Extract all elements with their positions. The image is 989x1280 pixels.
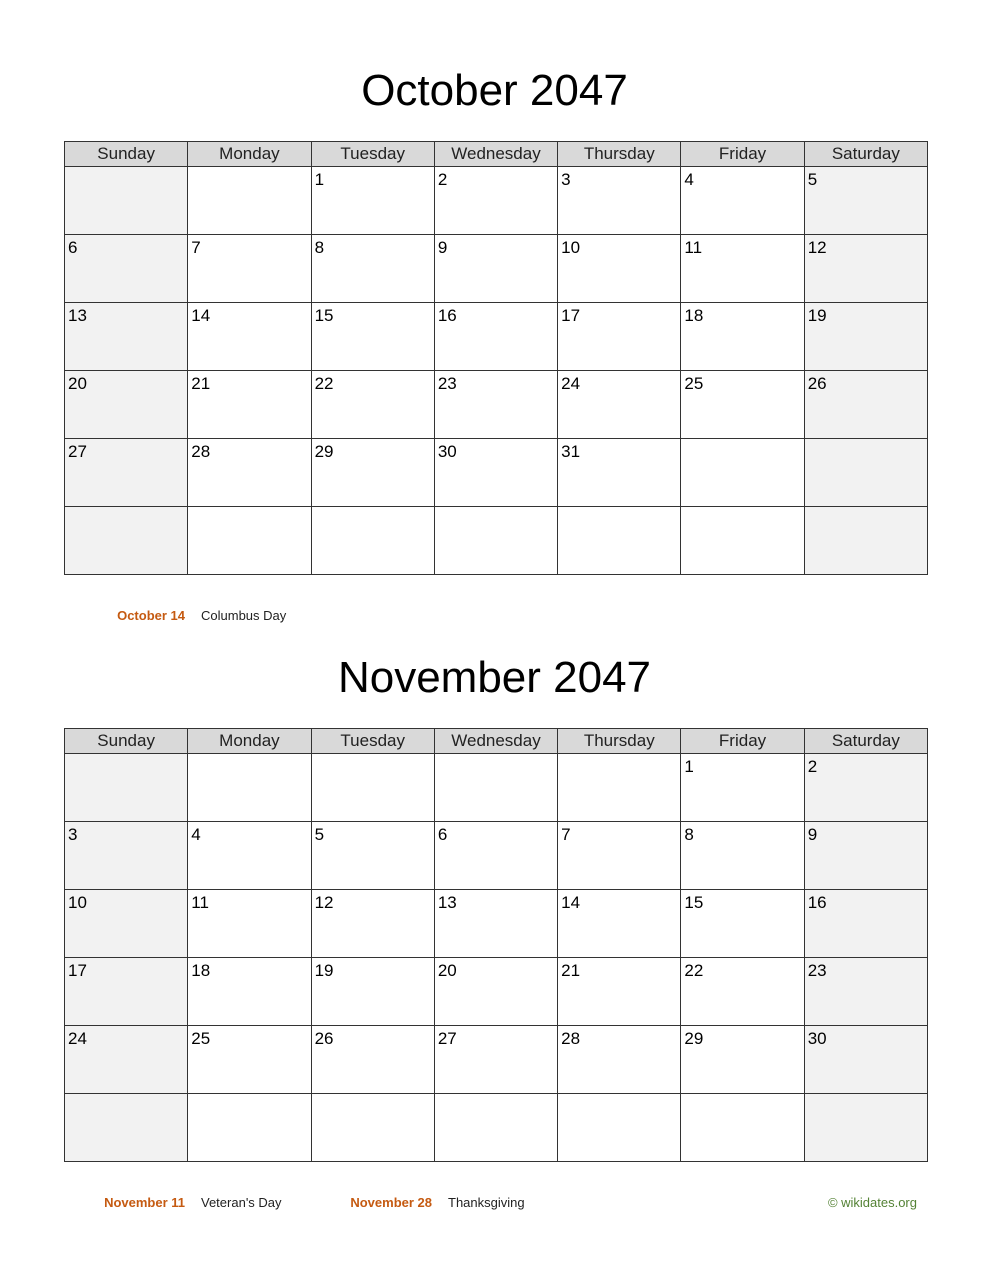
day-cell: 16	[434, 303, 557, 371]
weekday-header: Wednesday	[434, 729, 557, 754]
holiday-name: Veteran's Day	[201, 1195, 282, 1210]
day-cell	[804, 507, 927, 575]
day-cell: 10	[558, 235, 681, 303]
day-cell: 24	[65, 1026, 188, 1094]
weekday-header: Thursday	[558, 142, 681, 167]
day-cell	[65, 507, 188, 575]
day-cell	[558, 1094, 681, 1162]
week-row	[65, 754, 928, 822]
weekday-header: Tuesday	[311, 729, 434, 754]
day-cell: 28	[188, 439, 311, 507]
day-cell: 13	[65, 303, 188, 371]
week-row	[65, 303, 928, 371]
month-title: November 2047	[337, 653, 652, 702]
day-cell: 5	[804, 167, 927, 235]
day-cell: 15	[311, 303, 434, 371]
week-row	[65, 1094, 928, 1162]
day-cell: 17	[65, 958, 188, 1026]
day-cell: 4	[681, 167, 804, 235]
day-cell: 4	[188, 822, 311, 890]
day-cell: 15	[681, 890, 804, 958]
week-row	[65, 822, 928, 890]
day-cell	[434, 754, 557, 822]
day-cell: 10	[65, 890, 188, 958]
weekday-header-row	[65, 142, 928, 167]
week-row	[65, 958, 928, 1026]
day-cell: 11	[681, 235, 804, 303]
day-cell	[311, 1094, 434, 1162]
weekday-header: Sunday	[65, 142, 188, 167]
day-cell	[681, 1094, 804, 1162]
day-cell	[434, 507, 557, 575]
week-row	[65, 235, 928, 303]
day-cell	[558, 507, 681, 575]
day-cell	[65, 167, 188, 235]
day-cell: 21	[188, 371, 311, 439]
day-cell: 5	[311, 822, 434, 890]
day-cell: 20	[434, 958, 557, 1026]
day-cell: 29	[311, 439, 434, 507]
day-cell: 30	[804, 1026, 927, 1094]
day-cell: 27	[65, 439, 188, 507]
day-cell	[804, 1094, 927, 1162]
weekday-header: Friday	[681, 729, 804, 754]
day-cell	[188, 1094, 311, 1162]
day-cell: 1	[681, 754, 804, 822]
day-cell: 7	[188, 235, 311, 303]
day-cell: 26	[311, 1026, 434, 1094]
day-cell	[681, 439, 804, 507]
day-cell: 3	[558, 167, 681, 235]
day-cell: 7	[558, 822, 681, 890]
day-cell: 20	[65, 371, 188, 439]
day-cell: 31	[558, 439, 681, 507]
weekday-header: Thursday	[558, 729, 681, 754]
holiday-date: October 14	[117, 608, 185, 623]
day-cell: 24	[558, 371, 681, 439]
day-cell: 16	[804, 890, 927, 958]
week-row	[65, 167, 928, 235]
day-cell: 13	[434, 890, 557, 958]
week-row	[65, 439, 928, 507]
week-row	[65, 1026, 928, 1094]
calendar-grid	[64, 728, 928, 1162]
holiday-name: Columbus Day	[201, 608, 287, 623]
day-cell: 28	[558, 1026, 681, 1094]
day-cell	[188, 754, 311, 822]
day-cell	[65, 754, 188, 822]
day-cell: 1	[311, 167, 434, 235]
day-cell: 23	[434, 371, 557, 439]
week-row	[65, 890, 928, 958]
week-row	[65, 371, 928, 439]
day-cell	[311, 754, 434, 822]
weekday-header: Tuesday	[311, 142, 434, 167]
day-cell: 22	[311, 371, 434, 439]
day-cell: 25	[681, 371, 804, 439]
holiday-entry	[101, 1195, 282, 1210]
day-cell	[434, 1094, 557, 1162]
day-cell: 30	[434, 439, 557, 507]
day-cell: 18	[681, 303, 804, 371]
credit-link[interactable]: © wikidates.org	[827, 1195, 917, 1210]
day-cell: 8	[681, 822, 804, 890]
weekday-header-row	[65, 729, 928, 754]
calendar-grid	[64, 141, 928, 575]
weekday-header: Monday	[188, 729, 311, 754]
day-cell: 11	[188, 890, 311, 958]
day-cell: 29	[681, 1026, 804, 1094]
weekday-header: Saturday	[804, 142, 927, 167]
holiday-entry	[101, 608, 286, 623]
day-cell: 9	[434, 235, 557, 303]
day-cell: 22	[681, 958, 804, 1026]
day-cell: 6	[65, 235, 188, 303]
day-cell	[681, 507, 804, 575]
day-cell	[65, 1094, 188, 1162]
day-cell: 19	[311, 958, 434, 1026]
day-cell: 19	[804, 303, 927, 371]
holiday-date: November 11	[104, 1195, 185, 1210]
day-cell: 6	[434, 822, 557, 890]
day-cell: 14	[558, 890, 681, 958]
day-cell	[558, 754, 681, 822]
day-cell: 2	[804, 754, 927, 822]
day-cell	[188, 507, 311, 575]
holiday-entry	[348, 1195, 525, 1210]
weekday-header: Monday	[188, 142, 311, 167]
day-cell: 17	[558, 303, 681, 371]
weekday-header: Wednesday	[434, 142, 557, 167]
day-cell: 25	[188, 1026, 311, 1094]
day-cell: 2	[434, 167, 557, 235]
day-cell: 26	[804, 371, 927, 439]
day-cell: 18	[188, 958, 311, 1026]
day-cell: 9	[804, 822, 927, 890]
holiday-name: Thanksgiving	[448, 1195, 525, 1210]
day-cell: 23	[804, 958, 927, 1026]
weekday-header: Sunday	[65, 729, 188, 754]
holiday-list	[0, 608, 989, 628]
day-cell: 27	[434, 1026, 557, 1094]
day-cell: 21	[558, 958, 681, 1026]
week-row	[65, 507, 928, 575]
day-cell	[188, 167, 311, 235]
day-cell: 12	[311, 890, 434, 958]
day-cell	[804, 439, 927, 507]
weekday-header: Friday	[681, 142, 804, 167]
day-cell: 14	[188, 303, 311, 371]
weekday-header: Saturday	[804, 729, 927, 754]
day-cell: 12	[804, 235, 927, 303]
holiday-date: November 28	[350, 1195, 432, 1210]
month-title: October 2047	[361, 66, 628, 115]
day-cell: 3	[65, 822, 188, 890]
day-cell	[311, 507, 434, 575]
day-cell: 8	[311, 235, 434, 303]
